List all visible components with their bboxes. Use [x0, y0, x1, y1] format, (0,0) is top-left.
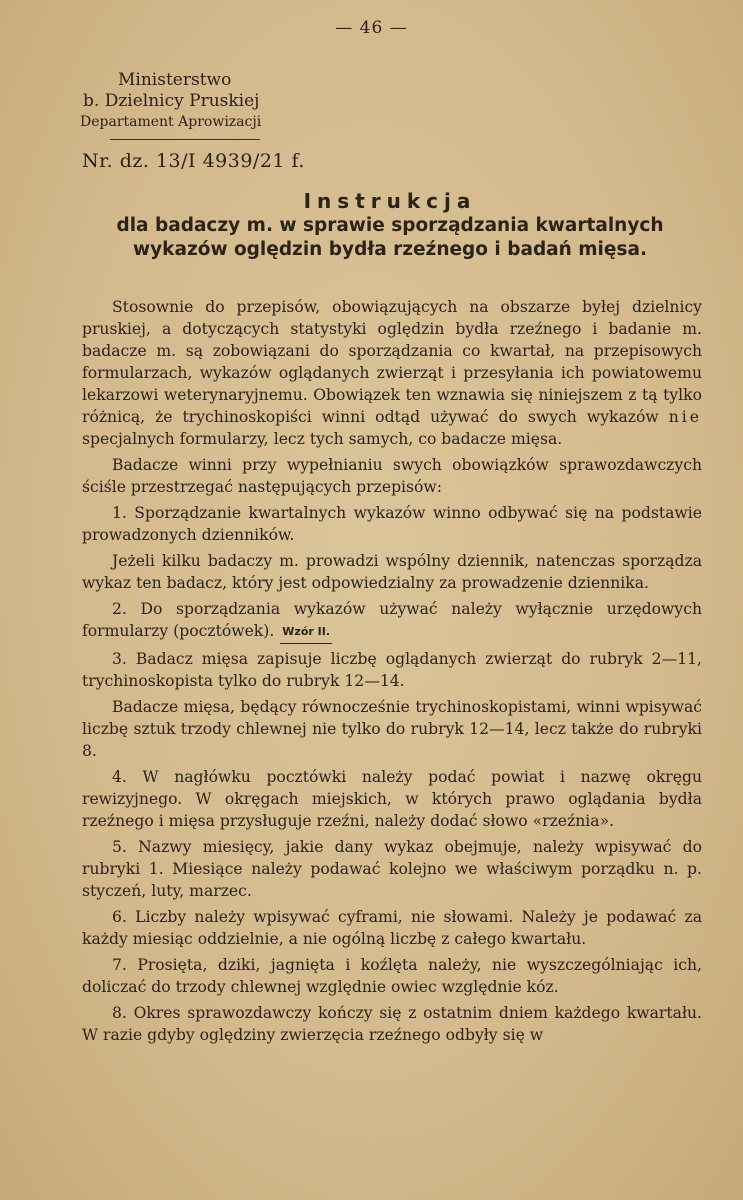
rule-3-note: Badacze mięsa, będący równocześnie trychinoskopistami, winni wpisywać liczbę sztuk trzody chlewnej nie tylko do rubryk 12—14, lecz także do rubryki 8.: [82, 698, 702, 760]
paragraph-intro: [82, 296, 702, 450]
rule-4: 4. W nagłówku pocztówki należy podać powiat i nazwę okręgu rewizyjnego. W okręgach miejskich, w których prawo oglądania bydła rzeźnego i mięsa przysługuje rzeźni, należy dodać słowo «rzeźnia».: [82, 768, 702, 830]
rule-3: 3. Badacz mięsa zapisuje liczbę oglądanych zwierząt do rubryk 2—11, trychinoskopista tylko do rubryk 12—14.: [82, 650, 702, 690]
rule-2-text: 2. Do sporządzania wykazów używać należy wyłącznie urzędowych formularzy (pocztówek).: [82, 600, 702, 640]
document-number: Nr. dz. 13/I 4939/21 f.: [82, 150, 305, 172]
rule-1: 1. Sporządzanie kwartalnych wykazów winno odbywać się na podstawie prowadzonych dzienników.: [82, 504, 702, 544]
header-divider: [110, 139, 260, 140]
rule-5: 5. Nazwy miesięcy, jakie dany wykaz obejmuje, należy wpisywać do rubryki 1. Miesiące należy podawać kolejno we właściwym porządku n. p. styczeń, luty, marzec.: [82, 838, 702, 900]
rule-8: 8. Okres sprawozdawczy kończy się z ostatnim dniem każdego kwartału. W razie gdyby oględziny zwierzęcia rzeźnego odbyły się w: [82, 1004, 702, 1044]
paragraph-obligations: Badacze winni przy wypełnianiu swych obowiązków sprawozdawczych ściśle przestrzegać następujących przepisów:: [82, 456, 702, 496]
rule-2: [82, 598, 702, 644]
paragraph-intro-tail: specjalnych formularzy, lecz tych samych, co badacze mięsa.: [82, 430, 563, 448]
page-number: — 46 —: [335, 18, 408, 38]
ministry-line: Ministerstwo: [118, 70, 232, 90]
emphasis-nie: nie: [668, 408, 702, 426]
letterhead: [80, 70, 261, 140]
paragraph-intro-text: Stosownie do przepisów, obowiązujących na obszarze byłej dzielnicy pruskiej, a dotyczących statystyki oględzin bydła rzeźnego i badanie m. badacze m. są zobowiązani do sporządzania co kwartał, na przepisowych formularzach, wykazów oglądanych zwierząt i przesyłania ich powiatowemu lekarzowi weterynaryjnemu. Obowiązek ten wznawia się niniejszem z tą tylko różnicą, że trychinoskopiści winni odtąd używać do swych wykazów: [82, 298, 702, 426]
rule-6: 6. Liczby należy wpisywać cyframi, nie słowami. Należy je podawać za każdy miesiąc oddzielnie, a nie ogólną liczbę z całego kwartału.: [82, 908, 702, 948]
rule-1-note: Jeżeli kilku badaczy m. prowadzi wspólny dziennik, natenczas sporządza wykaz ten badacz, który jest odpowiedzialny za prowadzenie dziennika.: [82, 552, 702, 592]
title-main: Instrukcja: [303, 189, 477, 213]
department-line: Departament Aprowizacji: [80, 114, 262, 130]
title-subtitle: dla badaczy m. w sprawie sporządzania kwartalnych wykazów oględzin bydła rzeźnego i badań mięsa.: [116, 215, 664, 260]
title-block: [80, 188, 700, 262]
form-stamp: Wzór II.: [280, 621, 332, 644]
rule-7: 7. Prosięta, dziki, jagnięta i koźlęta należy, nie wyszczególniając ich, doliczać do trzody chlewnej względnie owiec względnie kóz.: [82, 956, 702, 996]
body-text: [82, 296, 702, 1050]
district-line: b. Dzielnicy Pruskiej: [83, 91, 260, 111]
